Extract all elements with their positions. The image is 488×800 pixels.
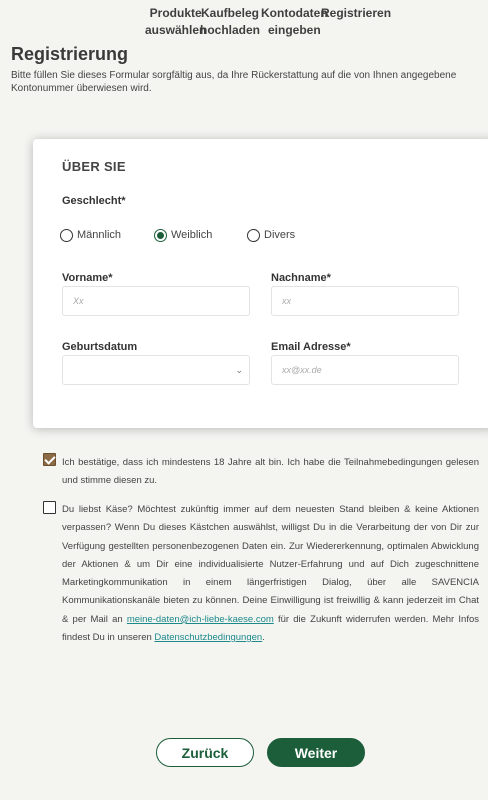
newsletter-consent-text: [62, 501, 479, 647]
email-label: Email Adresse*: [271, 341, 351, 353]
step-select-products[interactable]: [145, 5, 206, 39]
birthdate-label: Geburtsdatum: [62, 341, 138, 353]
intro-text: [11, 69, 488, 95]
gender-option-label: Männlich: [77, 229, 122, 241]
firstname-input[interactable]: [62, 286, 250, 316]
step-label-line1: Kontodaten: [261, 6, 328, 20]
back-button[interactable]: Zurück: [156, 738, 254, 767]
radio-unchecked-icon[interactable]: [247, 229, 260, 242]
step-label-line1: Produkte: [149, 6, 202, 20]
step-label-line2: hochladen: [200, 23, 261, 37]
consent-body: Du liebst Käse? Möchtest zukünftig immer auf dem neuesten Stand bleiben & keine Aktionen verpassen? Wenn Du dieses Kästchen auswählst, willigst Du in die Verarbeitung der von Dir zur Verfügung gestellten personenbezogenen Daten ein. Zur Wiedererkennung, optimalen Abwicklung der Aktionen & um Dir eine individualisierte Nutzer-Erfahrung und auf Dich zugeschnittene Marketingkommunikation in einem längerfristigen Dialog, über alle SAVENCIA Kommunikationskanäle bieten zu können. Deine Einwilligung ist freiwillig & kann jederzeit im Chat & per Mail an: [62, 504, 479, 625]
radio-checked-icon[interactable]: [154, 229, 167, 242]
intro-line-2: Kontonummer überwiesen wird.: [11, 83, 152, 94]
radio-unchecked-icon[interactable]: [60, 229, 73, 242]
about-you-card: [33, 139, 488, 428]
age-confirmation-text: Ich bestätige, dass ich mindestens 18 Jahre alt bin. Ich habe die Teilnahmebedingungen gelesen und stimme diesen zu.: [62, 457, 479, 486]
age-confirmation-checkbox[interactable]: [43, 453, 56, 466]
gender-option-male[interactable]: [60, 228, 121, 242]
step-label-line2: eingeben: [267, 23, 321, 37]
gender-option-female[interactable]: [154, 228, 212, 242]
consent-body-continued: für die Zukunft widerrufen werden. Mehr Infos findest Du in unseren: [62, 613, 479, 644]
lastname-input[interactable]: [271, 286, 459, 316]
step-label-line1: Registrieren: [321, 6, 392, 20]
intro-line-1: Bitte füllen Sie dieses Formular sorgfältig aus, da Ihre Rückerstattung auf die von Ihnen angegebene: [11, 70, 457, 81]
next-button[interactable]: Weiter: [267, 738, 365, 767]
step-register[interactable]: [321, 5, 391, 22]
step-label-line1: Kaufbeleg: [201, 6, 260, 20]
gender-option-label: Divers: [264, 229, 296, 241]
step-label-line2: auswählen: [145, 23, 207, 37]
gender-label: Geschlecht*: [62, 195, 126, 207]
page-title: Registrierung: [11, 44, 129, 64]
firstname-label: Vorname*: [62, 272, 113, 284]
lastname-label: Nachname*: [271, 272, 331, 284]
chevron-down-icon: ⌄: [235, 365, 243, 375]
gender-option-diverse[interactable]: [247, 228, 295, 242]
data-email-link[interactable]: meine-daten@ich-liebe-kaese.com: [126, 613, 274, 625]
birthdate-select[interactable]: [62, 355, 250, 385]
section-title: ÜBER SIE: [62, 159, 126, 174]
step-upload-receipt[interactable]: [200, 5, 260, 39]
email-input[interactable]: [271, 355, 459, 385]
newsletter-consent-checkbox[interactable]: [43, 501, 56, 514]
step-navigation: [0, 4, 488, 40]
consent-period: .: [262, 632, 265, 644]
step-enter-bank-details[interactable]: [261, 5, 328, 39]
privacy-policy-link[interactable]: Datenschutzbedingungen: [154, 632, 263, 644]
gender-option-label: Weiblich: [171, 229, 213, 241]
